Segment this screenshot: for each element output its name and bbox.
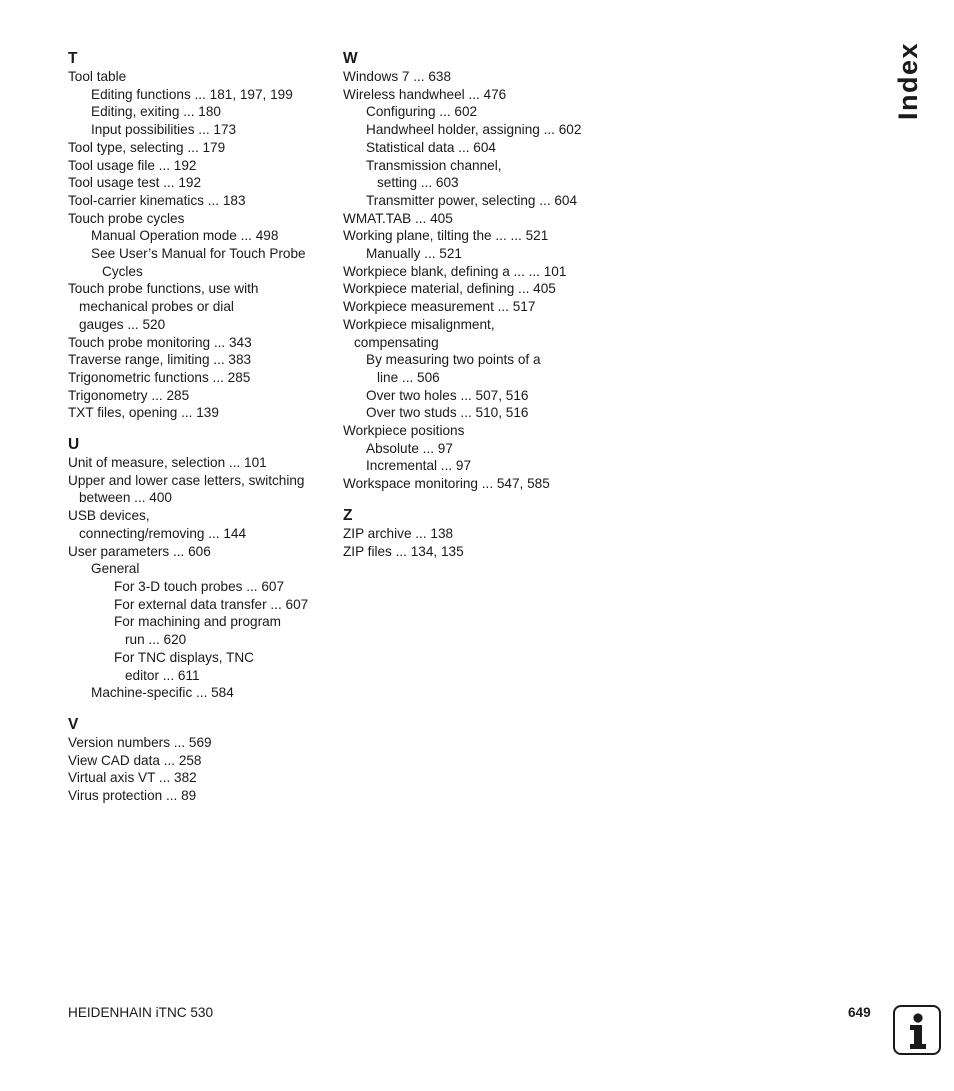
index-entry-continuation: editor ... 611 <box>125 667 200 683</box>
index-entry <box>68 787 333 805</box>
index-entry-text: For external data transfer ... 607 <box>114 596 309 612</box>
side-title: Index <box>893 41 923 120</box>
index-entry <box>68 596 333 614</box>
index-entry-text: For machining and program <box>114 614 281 630</box>
index-entry-text: Upper and lower case letters, switching <box>68 472 305 488</box>
index-entry <box>343 440 618 458</box>
index-entry <box>68 121 333 139</box>
index-entry <box>343 351 618 386</box>
index-entry <box>68 139 333 157</box>
index-entry-text: Tool type, selecting ... 179 <box>68 139 226 155</box>
index-entry <box>68 684 333 702</box>
index-entry <box>343 68 618 86</box>
index-entry-text: User parameters ... 606 <box>68 543 211 559</box>
index-entry-continuation: line ... 506 <box>377 369 440 385</box>
index-entry-text: Over two studs ... 510, 516 <box>366 405 529 421</box>
index-entry-text: ZIP archive ... 138 <box>343 525 454 541</box>
index-entry <box>68 387 333 405</box>
index-entry <box>68 245 333 280</box>
index-entry-text: Configuring ... 602 <box>366 104 478 120</box>
index-entry <box>343 139 618 157</box>
index-entry-text: Over two holes ... 507, 516 <box>366 387 529 403</box>
index-entry-text: Transmission channel, <box>366 157 502 173</box>
index-entry <box>343 475 618 493</box>
section-letter: T <box>68 50 78 67</box>
index-entry <box>343 192 618 210</box>
index-entry-text: Tool usage file ... 192 <box>68 157 197 173</box>
index-section-z <box>343 507 618 560</box>
index-entry-text: Transmitter power, selecting ... 604 <box>366 192 578 208</box>
index-entry <box>68 613 333 648</box>
index-entry <box>343 298 618 316</box>
index-entry <box>343 157 618 192</box>
index-entry <box>68 86 333 104</box>
index-entry <box>343 280 618 298</box>
index-entry <box>68 103 333 121</box>
index-entry-text: Virtual axis VT ... 382 <box>68 770 197 786</box>
index-entry-continuation: connecting/removing ... 144 <box>79 525 247 541</box>
page-number: 649 <box>848 1005 871 1020</box>
index-entry-text: Statistical data ... 604 <box>366 139 496 155</box>
index-entry-continuation: setting ... 603 <box>377 175 459 191</box>
index-entry-text: WMAT.TAB ... 405 <box>343 210 453 226</box>
index-entry-continuation: mechanical probes or dial <box>79 299 234 315</box>
index-column-right <box>343 50 618 560</box>
index-entry-continuation: Cycles <box>102 263 143 279</box>
index-entry-text: Machine-specific ... 584 <box>91 685 234 701</box>
index-entry <box>343 210 618 228</box>
index-entry-text: Workpiece measurement ... 517 <box>343 299 536 315</box>
index-entry <box>68 174 333 192</box>
index-entry <box>343 245 618 263</box>
section-letter: U <box>68 436 80 454</box>
index-entry <box>68 578 333 596</box>
index-entry <box>68 404 333 422</box>
index-entry-text: Workspace monitoring ... 547, 585 <box>343 476 550 492</box>
info-icon <box>893 1005 941 1055</box>
index-entry <box>68 157 333 175</box>
index-entry <box>68 752 333 770</box>
index-entry <box>343 103 618 121</box>
index-entry <box>68 334 333 352</box>
index-entry-text: Absolute ... 97 <box>366 440 453 456</box>
section-letter: W <box>343 50 358 67</box>
index-entry-text: Working plane, tilting the ... ... 521 <box>343 228 549 244</box>
index-entry-text: Manual Operation mode ... 498 <box>91 228 279 244</box>
index-entry-text: Virus protection ... 89 <box>68 788 197 804</box>
index-entry-text: Workpiece misalignment, <box>343 316 495 332</box>
index-entry-text: Tool table <box>68 69 127 84</box>
index-entry <box>68 369 333 387</box>
index-entry <box>68 280 333 333</box>
index-entry <box>68 543 333 561</box>
index-entry-text: Tool-carrier kinematics ... 183 <box>68 192 246 208</box>
index-entry-text: Trigonometric functions ... 285 <box>68 369 251 385</box>
index-entry-text: See User’s Manual for Touch Probe <box>91 246 306 262</box>
index-entry <box>343 86 618 104</box>
index-entry-text: General <box>91 561 140 577</box>
index-entry-text: By measuring two points of a <box>366 352 541 368</box>
index-section-t <box>68 50 333 422</box>
index-entry-continuation: between ... 400 <box>79 490 172 506</box>
index-entry <box>68 192 333 210</box>
index-entry-text: Editing functions ... 181, 197, 199 <box>91 86 293 102</box>
index-entry <box>68 649 333 684</box>
index-entry <box>68 472 333 507</box>
index-entry-text: Workpiece material, defining ... 405 <box>343 281 556 297</box>
index-entry-text: TXT files, opening ... 139 <box>68 405 219 421</box>
index-entry-text: Wireless handwheel ... 476 <box>343 86 507 102</box>
section-letter: Z <box>343 506 353 524</box>
index-section-v <box>68 716 333 805</box>
index-entry-text: For TNC displays, TNC <box>114 649 254 665</box>
index-entry <box>343 387 618 405</box>
index-entry <box>343 404 618 422</box>
index-entry <box>68 507 333 542</box>
index-entry-text: Touch probe functions, use with <box>68 281 259 297</box>
index-entry <box>68 734 333 752</box>
index-entry-text: Version numbers ... 569 <box>68 734 212 750</box>
index-entry <box>343 263 618 281</box>
index-entry-text: Incremental ... 97 <box>366 458 472 474</box>
index-entry-text: Tool usage test ... 192 <box>68 175 202 191</box>
index-entry-continuation: gauges ... 520 <box>79 316 166 332</box>
index-entry <box>68 769 333 787</box>
index-entry-text: Unit of measure, selection ... 101 <box>68 455 267 471</box>
index-entry <box>68 68 333 86</box>
index-section-u <box>68 436 333 702</box>
index-entry <box>343 457 618 475</box>
index-entry-text: ZIP files ... 134, 135 <box>343 543 464 559</box>
index-entry-text: Workpiece positions <box>343 423 465 439</box>
index-entry <box>343 227 618 245</box>
index-section-w <box>343 50 618 493</box>
index-entry <box>343 422 618 440</box>
index-entry-continuation: run ... 620 <box>125 632 187 648</box>
footer-book-title: HEIDENHAIN iTNC 530 <box>68 1005 214 1020</box>
index-entry-text: Manually ... 521 <box>366 246 462 262</box>
index-entry <box>68 210 333 228</box>
index-entry <box>343 543 618 561</box>
index-entry-text: Windows 7 ... 638 <box>343 69 452 84</box>
index-entry-text: Traverse range, limiting ... 383 <box>68 352 252 368</box>
index-entry-text: Handwheel holder, assigning ... 602 <box>366 122 582 138</box>
index-entry-text: For 3-D touch probes ... 607 <box>114 578 285 594</box>
section-letter: V <box>68 715 79 733</box>
index-entry-text: Trigonometry ... 285 <box>68 387 190 403</box>
index-entry-text: Touch probe cycles <box>68 210 185 226</box>
index-entry-text: USB devices, <box>68 508 150 524</box>
index-entry-text: Touch probe monitoring ... 343 <box>68 334 252 350</box>
index-entry-text: Input possibilities ... 173 <box>91 122 237 138</box>
index-entry <box>68 454 333 472</box>
index-entry <box>68 227 333 245</box>
index-entry <box>343 316 618 351</box>
index-entry-text: Workpiece blank, defining a ... ... 101 <box>343 263 567 279</box>
index-entry-continuation: compensating <box>354 334 439 350</box>
index-entry <box>343 121 618 139</box>
index-entry-text: Editing, exiting ... 180 <box>91 104 221 120</box>
index-entry <box>68 351 333 369</box>
index-entry <box>68 560 333 578</box>
index-column-left <box>68 50 333 805</box>
index-entry <box>343 525 618 543</box>
index-entry-text: View CAD data ... 258 <box>68 752 202 768</box>
